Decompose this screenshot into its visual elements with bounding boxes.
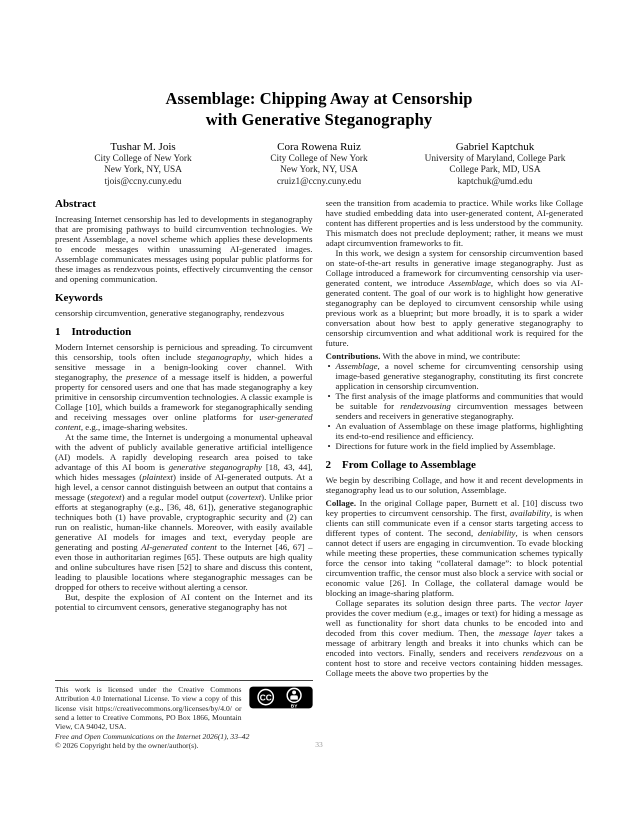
text-run: Modern Internet censorship is pernicious and spreading. To circumvent this censorship, tools often include [55, 342, 313, 363]
text-run: , e.g., image-sharing websites. [80, 422, 188, 433]
author-email: cruiz1@ccny.cuny.edu [276, 176, 362, 187]
text-run: In this work, we design a system for censorship circumvention based on state-of-the-art results in generative image steganography. Just as Collage introduced a framework for circumventing censorship via user-generated content, we introduce [325, 248, 583, 289]
section-title: Introduction [71, 326, 132, 339]
section-heading [55, 292, 313, 305]
italic-text: availability [509, 508, 551, 519]
text-run: , which does so via AI-generated content. The goal of our work is to highlight how generative steganography can be deployed to circumvent censorship while using previous work as a blueprint; but more broadly, it is to spark a wider conversation about how best to apply generative steganography to censorship circumvention and what additional work is required for the future. [325, 278, 583, 349]
section-heading [55, 326, 313, 339]
paragraph [326, 598, 584, 678]
text-run: to the Internet [46, 67] – even those in authoritarian regimes [65]. These outputs are high quality and online subcultures have risen [52] to share and discuss this content, leading to plausible locations where steganographic messages can be dropped for others to receive without alerting a censor. [55, 542, 313, 593]
text-run: circumvention messages between senders and receivers in generative steganography. [335, 401, 583, 422]
cc-by-badge [249, 686, 313, 711]
author-3 [407, 140, 583, 188]
paper-title-line2: with Generative Steganography [205, 110, 433, 129]
text-run: Directions for future work in the field implied by Assemblage. [335, 441, 556, 452]
section-title: Keywords [55, 292, 103, 305]
two-column-body [55, 198, 583, 750]
text-run: With the above in mind, we contribute: [380, 351, 521, 362]
italic-text: plaintext [142, 472, 173, 483]
copyright-line: © 2026 Copyright held by the owner/author(s). [55, 740, 199, 750]
text-run: on a content host to store and receive vectors containing hidden messages. Collage meets the above two properties by the [325, 648, 583, 679]
text-run: censorship circumvention, generative steganography, rendezvous [55, 308, 285, 319]
text-run: of a message itself is hidden, a powerful property for censored users and one that has made steganography a key primitive in censorship circumvention technologies. A classic example is Collage [10], which builds a framework for steganographically sending and receiving messages over online platforms for [55, 372, 313, 423]
page-number: 33 [315, 740, 323, 749]
text-run: At the same time, the Internet is undergoing a monumental upheaval with the advent of publicly available generative artificial intelligence (AI) models. A rapidly developing research area poised to take advantage of this AI boom is [55, 432, 313, 473]
text-run: ) and a regular model output ( [121, 492, 229, 503]
italic-text: stegotext [90, 492, 122, 503]
italic-text: rendezvousing [400, 401, 451, 412]
bullet-item [326, 421, 584, 441]
author-1 [55, 140, 231, 188]
author-affiliation: University of Maryland, College Park [424, 154, 566, 164]
paragraph [326, 351, 584, 361]
text-run: provides the cover medium (e.g., images or text) for hiding a message as well as functionality for short data chunks to be encoded into and decoded from this cover medium. Then, the [325, 608, 583, 639]
text-run: [18, 43, 44], which hides messages ( [55, 462, 313, 483]
right-column [326, 198, 584, 750]
paragraph [326, 475, 584, 495]
text-run: ). Unlike prior efforts at steganography (e.g., [36, 48, 61]), generative steganographic techniques both (1) have provable, cryptographic security and (2) can run on realistic, human-like channels. Moreover, with easily available generative AI models for images and text, everyday people are generating and posting [55, 492, 313, 553]
text-run: We begin by describing Collage, and how it and recent developments in steganography lead us to our solution, Assemblage. [325, 475, 583, 496]
italic-text: covertext [228, 492, 262, 503]
author-location: New York, NY, USA [280, 165, 358, 176]
paper-title [55, 88, 583, 130]
text-run: Collage separates its solution design three parts. The [335, 598, 539, 609]
paragraph [326, 248, 584, 348]
bullet-item [326, 361, 584, 391]
text-run: takes a message of arbitrary length and breaks it into chunks which can be encoded into vectors. Finally, senders and receivers [325, 628, 583, 659]
bullet-item [326, 441, 584, 451]
text-run: , is when censors cannot detect if users are engaging in circumvention. To evade blocking while meeting these properties, these communication schemes typically force the censor into taking “collateral damage”: to block potential circumvention traffic, the censor must also block a service with social or economic value [26]. In Collage, the collateral damage would be blocking an image-sharing platform. [325, 528, 583, 599]
bullet-list [326, 361, 584, 451]
author-affiliation: City College of New York [270, 154, 368, 164]
italic-text: user-generated content [55, 412, 313, 433]
paragraph [55, 308, 313, 318]
italic-text: presence [126, 372, 157, 383]
italic-text: AI-generated content [141, 542, 217, 553]
paragraph [55, 432, 313, 592]
text-run: , which hides a sensitive message in a benign-looking cover channel. With steganography, the [55, 352, 313, 383]
author-email: tjois@ccny.cuny.edu [104, 176, 182, 187]
paragraph [55, 592, 313, 612]
section-heading [55, 198, 313, 211]
section-number: 1 [55, 326, 61, 339]
text-run: The first analysis of the image platforms and communities that would be suitable for [335, 391, 583, 412]
author-location: College Park, MD, USA [449, 165, 541, 176]
cc-by-license-icon [249, 686, 313, 709]
author-name: Gabriel Kaptchuk [455, 141, 535, 153]
author-affiliation: City College of New York [94, 154, 192, 164]
paper-title-line1: Assemblage: Chipping Away at Censorship [165, 89, 473, 108]
italic-text: steganography [197, 352, 250, 363]
italic-text: message layer [498, 628, 552, 639]
text-run: In the original Collage paper, Burnett et al. [10] discuss two key properties to circumvent censorship. The first, [325, 498, 583, 519]
bold-text: Contributions. [325, 351, 381, 362]
paragraph [55, 342, 313, 432]
author-block [55, 140, 583, 188]
author-location: New York, NY, USA [104, 165, 182, 176]
text-run: , is when clients can still communicate even if a censor starts targeting access to different types of content. The second, [325, 508, 583, 539]
italic-text: deniability [477, 528, 516, 539]
svg-text:BY: BY [290, 704, 297, 710]
section-title: From Collage to Assemblage [342, 459, 476, 472]
paragraph [55, 214, 313, 284]
page-content [55, 88, 583, 750]
text-run: seen the transition from academia to practice. While works like Collage have studied embedding data into user-generated content, AI-generated content has different properties and is less understood by the community. This mismatch does not preclude deployment; rather, it means we must adapt circumvention frameworks to fit. [325, 198, 583, 249]
paragraph [326, 498, 584, 598]
text-run: ) inside of AI-generated outputs. At a high level, a censor cannot distinguish between an output that contains a message ( [55, 472, 313, 503]
text-run: , a novel scheme for circumventing censorship using image-based generative steganography, constituting its first concrete application in censorship circumvention. [335, 361, 583, 392]
bullet-item [326, 391, 584, 421]
text-run: Increasing Internet censorship has led to developments in steganography that are promising pathways to build circumvention technologies. We present Assemblage, a novel scheme which applies these developments to encode messages within unassuming AI-generated images. Assemblage communicates messages using popular public platforms for these images as rendezvous points, effectively circumventing the censor and opening communication. [55, 214, 313, 285]
italic-text: Assemblage [448, 278, 491, 289]
italic-text: Assemblage [335, 361, 378, 372]
license-text: This work is licensed under the Creative Commons Attribution 4.0 International License. To view a copy of this license visit https://creativecommons.org/licenses/by/4.0/ or send a letter to Creative Commons, PO Box 1866, Mountain View, CA 94042, USA. [55, 685, 242, 732]
italic-text: generative steganography [168, 462, 262, 473]
italic-text: vector layer [538, 598, 583, 609]
author-2 [231, 140, 407, 188]
left-column-text [55, 198, 313, 612]
svg-text:CC: CC [259, 692, 272, 703]
journal-citation: Free and Open Communications on the Internet 2026(1), 33–42 [55, 731, 250, 741]
italic-text: rendezvous [522, 648, 562, 659]
author-email: kaptchuk@umd.edu [457, 176, 533, 187]
section-title: Abstract [55, 198, 96, 211]
section-heading [326, 459, 584, 472]
section-number: 2 [325, 459, 331, 472]
paragraph [326, 198, 584, 248]
author-name: Tushar M. Jois [110, 141, 176, 153]
left-column [55, 198, 313, 750]
author-name: Cora Rowena Ruiz [277, 141, 361, 153]
bold-text: Collage. [325, 498, 357, 509]
text-run: But, despite the explosion of AI content on the Internet and its potential to circumvent censors, generative steganography has not [55, 592, 313, 613]
text-run: An evaluation of Assemblage on these image platforms, highlighting its end-to-end resilience and efficiency. [335, 421, 583, 442]
